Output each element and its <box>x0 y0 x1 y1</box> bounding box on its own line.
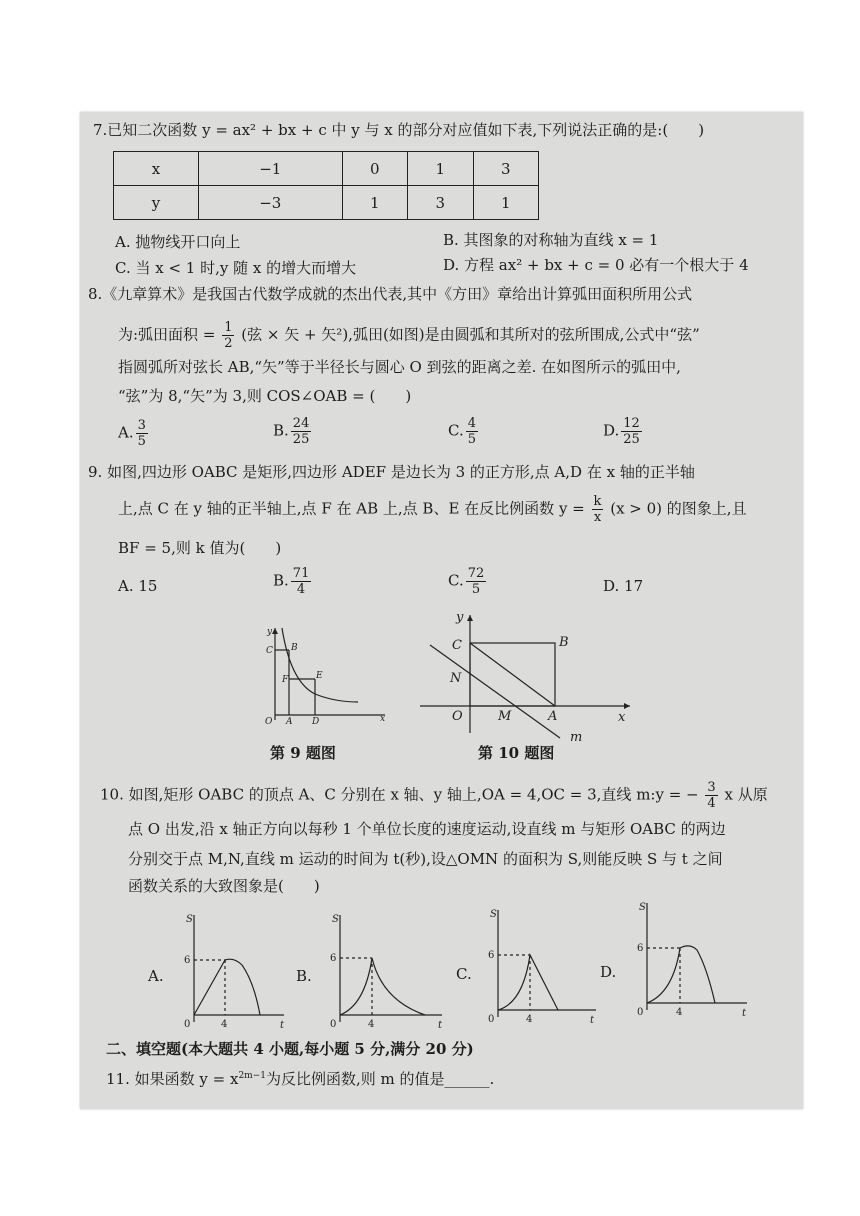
table-cell: 3 <box>473 152 539 186</box>
q11-pre: 11. 如果函数 y = x <box>106 1070 239 1088</box>
option-label: A. <box>118 423 134 442</box>
fraction-denominator: 5 <box>137 434 146 449</box>
t-axis-label: t <box>438 1020 443 1031</box>
q8-line2-pre: 为:弧田面积 = <box>118 325 216 344</box>
fig9-d-label: D <box>312 717 320 725</box>
q10-graph-a <box>172 910 287 1035</box>
s-axis-label: S <box>186 914 193 925</box>
q9-line2-post: (x > 0) 的图象上,且 <box>610 499 747 518</box>
q9-option-d <box>603 576 643 596</box>
q9-option-a <box>118 576 157 596</box>
option-label: C. <box>448 421 464 440</box>
q10-line1-post: x 从原 <box>724 785 768 804</box>
option-fraction <box>466 416 478 447</box>
fraction-denominator: 4 <box>707 796 716 811</box>
fig9-x-label: x <box>380 714 386 724</box>
q7-option-b: B. 其图象的对称轴为直线 x = 1 <box>443 231 659 249</box>
q9-kx-fraction <box>592 494 604 525</box>
q8-option-a <box>118 418 150 449</box>
fig10-x-label: x <box>618 710 626 725</box>
q11-exponent: 2m−1 <box>238 1071 266 1081</box>
table-cell: −3 <box>199 186 343 220</box>
fraction-numerator: 3 <box>137 418 146 433</box>
fig10-y-label: y <box>456 610 464 625</box>
fraction-numerator: 4 <box>467 416 476 431</box>
q10-line4: 函数关系的大致图象是( ) <box>128 877 320 895</box>
section-2-heading: 二、填空题(本大题共 4 小题,每小题 5 分,满分 20 分) <box>106 1040 474 1058</box>
diagonal-ca <box>470 643 555 706</box>
table-cell: 1 <box>408 152 473 186</box>
t-axis-label: t <box>742 1008 747 1019</box>
q10-option-c-label: C. <box>456 965 472 983</box>
q9-line2-pre: 上,点 C 在 y 轴的正半轴上,点 F 在 AB 上,点 B、E 在反比例函数 y = <box>118 499 585 518</box>
fig9-caption: 第 9 题图 <box>270 744 336 762</box>
table-cell: 3 <box>408 186 473 220</box>
origin-label: 0 <box>488 1014 495 1025</box>
fig10-m-point-label: M <box>498 709 512 724</box>
fraction-numerator: 24 <box>292 416 310 431</box>
fraction-numerator: 71 <box>292 566 310 581</box>
q11-post: 为反比例函数,则 m 的值是 <box>265 1070 445 1088</box>
fig10-o-label: O <box>452 709 463 724</box>
q9-line2 <box>118 494 747 525</box>
origin-label: 0 <box>184 1019 191 1030</box>
tick-6-label: 6 <box>488 950 495 961</box>
q9-option-b <box>273 566 313 597</box>
option-label: C. <box>448 571 464 590</box>
q8-line1: 8.《九章算术》是我国古代数学成就的杰出代表,其中《方田》章给出计算弧田面积所用公式 <box>88 285 693 303</box>
t-axis-label: t <box>280 1020 285 1031</box>
graph-curve <box>340 958 425 1015</box>
figure-9 <box>255 620 390 725</box>
fig10-caption: 第 10 题图 <box>478 744 555 762</box>
q8-line2 <box>118 320 700 351</box>
fig10-n-label: N <box>450 671 462 686</box>
option-label: B. <box>273 571 289 590</box>
q10-line1-pre: 10. 如图,矩形 OABC 的顶点 A、C 分别在 x 轴、y 轴上,OA = 4,OC = 3,直线 m:y = − <box>100 785 699 804</box>
q8-option-d <box>603 416 644 447</box>
graph-curve <box>647 946 715 1003</box>
q10-option-b-label: B. <box>296 967 312 985</box>
line-m <box>430 645 560 738</box>
fraction-denominator: x <box>593 510 602 525</box>
table-cell: 0 <box>342 152 407 186</box>
table-cell: y <box>114 186 199 220</box>
q10-line2: 点 O 出发,沿 x 轴正方向以每秒 1 个单位长度的速度运动,设直线 m 与矩形 OABC 的两边 <box>128 820 726 838</box>
fig9-c-label: C <box>266 646 273 656</box>
q11-answer-blank: ______. <box>444 1070 495 1088</box>
tick-4-label: 4 <box>368 1019 375 1030</box>
q8-line3: 指圆弧所对弦长 AB,“矢”等于半径长与圆心 O 到弦的距离之差. 在如图所示的弧田中, <box>118 358 681 376</box>
fraction-numerator: 1 <box>224 320 233 335</box>
origin-label: 0 <box>637 1007 644 1018</box>
q11-line <box>106 1066 494 1089</box>
fraction-denominator: 25 <box>292 432 310 447</box>
origin-label: 0 <box>330 1019 337 1030</box>
fraction-numerator: 72 <box>467 566 485 581</box>
fig10-a-label: A <box>548 709 558 724</box>
option-fraction <box>621 416 642 447</box>
option-fraction <box>136 418 148 449</box>
tick-6-label: 6 <box>637 943 644 954</box>
option-fraction <box>291 416 312 447</box>
fraction-denominator: 2 <box>224 336 233 351</box>
s-axis-label: S <box>490 909 497 920</box>
q7-option-c: C. 当 x < 1 时,y 随 x 的增大而增大 <box>115 259 357 277</box>
q10-graph-c <box>478 905 603 1030</box>
tick-4-label: 4 <box>221 1019 228 1030</box>
q10-slope-fraction <box>705 780 717 811</box>
q8-option-b <box>273 416 313 447</box>
fig10-b-label: B <box>559 635 569 650</box>
table-cell: 1 <box>473 186 539 220</box>
hyperbola-curve <box>282 628 358 702</box>
option-label: A. 15 <box>118 577 158 595</box>
s-axis-label: S <box>332 914 339 925</box>
q9-line3: BF = 5,则 k 值为( ) <box>118 539 282 557</box>
q10-option-a-label: A. <box>148 967 164 985</box>
tick-4-label: 4 <box>526 1014 533 1025</box>
fig9-b-label: B <box>291 643 298 653</box>
option-label: B. <box>273 421 289 440</box>
option-label: D. 17 <box>603 577 644 595</box>
q10-option-d-label: D. <box>600 963 617 981</box>
fraction-numerator: k <box>593 494 602 509</box>
fraction-denominator: 5 <box>471 582 481 597</box>
q8-line4: “弦”为 8,“矢”为 3,则 COS∠OAB = ( ) <box>118 387 412 405</box>
q10-line1 <box>100 780 768 811</box>
tick-6-label: 6 <box>184 955 191 966</box>
q7-stem: 7.已知二次函数 y = ax² + bx + c 中 y 与 x 的部分对应值如下表,下列说法正确的是:( ) <box>93 121 705 139</box>
q7-option-d: D. 方程 ax² + bx + c = 0 必有一个根大于 4 <box>443 256 749 274</box>
figure-10 <box>420 603 645 743</box>
q9-line1: 9. 如图,四边形 OABC 是矩形,四边形 ADEF 是边长为 3 的正方形,点 A,D 在 x 轴的正半轴 <box>88 463 695 481</box>
fraction-denominator: 4 <box>296 582 306 597</box>
tick-4-label: 4 <box>676 1007 683 1018</box>
fig10-m-line-label: m <box>570 730 583 743</box>
option-fraction <box>466 566 487 597</box>
q7-value-table <box>113 151 539 220</box>
t-axis-label: t <box>590 1015 595 1026</box>
q10-graph-b <box>320 910 450 1035</box>
option-label: D. <box>603 421 620 440</box>
q8-half-fraction <box>222 320 234 351</box>
fraction-denominator: 5 <box>467 432 476 447</box>
table-row <box>114 186 539 220</box>
q10-graph-d <box>625 898 755 1023</box>
fraction-numerator: 12 <box>623 416 640 431</box>
fig9-e-label: E <box>316 671 323 681</box>
fig9-a-label: A <box>286 717 293 725</box>
table-cell: 1 <box>342 186 407 220</box>
tick-6-label: 6 <box>330 953 337 964</box>
q8-option-c <box>448 416 480 447</box>
s-axis-label: S <box>639 902 646 913</box>
table-cell: −1 <box>199 152 343 186</box>
q7-option-a: A. 抛物线开口向上 <box>115 233 241 251</box>
fig9-f-label: F <box>282 675 289 685</box>
graph-curve <box>194 959 260 1015</box>
q9-option-c <box>448 566 488 597</box>
q8-line2-post: (弦 × 矢 + 矢²),弧田(如图)是由圆弧和其所对的弦所围成,公式中“弦” <box>241 325 700 344</box>
table-cell: x <box>114 152 199 186</box>
table-row <box>114 152 539 186</box>
fraction-denominator: 25 <box>623 432 640 447</box>
graph-curve <box>498 955 558 1010</box>
fig9-y-label: y <box>267 627 273 637</box>
option-fraction <box>291 566 312 597</box>
fraction-numerator: 3 <box>707 780 716 795</box>
fig9-o-label: O <box>265 717 273 725</box>
q10-line3: 分别交于点 M,N,直线 m 运动的时间为 t(秒),设△OMN 的面积为 S,则能反映 S 与 t 之间 <box>128 850 723 868</box>
fig10-c-label: C <box>452 638 462 653</box>
